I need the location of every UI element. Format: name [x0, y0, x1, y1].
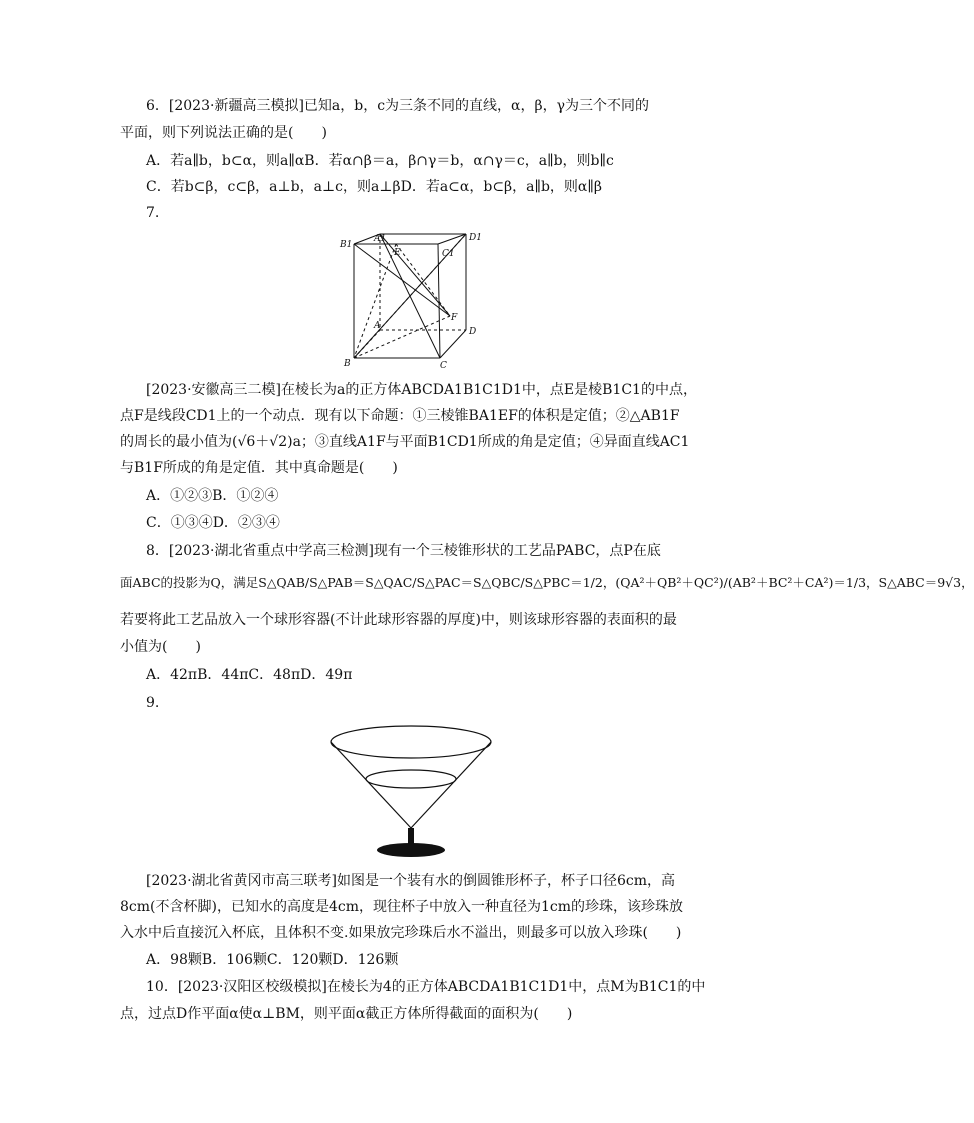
q10-line2: 点，过点D作平面α使α⊥BM，则平面α截正方体所得截面的面积为( )	[120, 1006, 573, 1022]
q7-line2: 点F是线段CD1上的一个动点．现有以下命题：①三棱锥BA1EF的体积是定值；②△AB1F	[120, 408, 680, 424]
label-c: C	[440, 361, 447, 371]
label-c1: C1	[442, 249, 455, 259]
q9-line2: 8cm(不含杯脚)，已知水的高度是4cm，现往杯子中放入一种直径为1cm的珍珠，该珍珠放	[120, 899, 683, 915]
q8-line3: 若要将此工艺品放入一个球形容器(不计此球形容器的厚度)中，则该球形容器的表面积的最	[120, 612, 677, 628]
q7-options-ab: A．①②③B．①②④	[146, 488, 279, 504]
q6-options-cd: C．若b⊂β，c⊂β，a⊥b，a⊥c，则a⊥βD．若a⊂α，b⊂β，a∥b，则α∥β	[146, 179, 602, 195]
q8-line4: 小值为( )	[120, 639, 201, 655]
q10-line1: 10．[2023·汉阳区校级模拟]在棱长为4的正方体ABCDA1B1C1D1中，点M为B1C1的中	[146, 979, 706, 995]
q9-line1: [2023·湖北省黄冈市高三联考]如图是一个装有水的倒圆锥形杯子，杯子口径6cm，高	[146, 873, 676, 889]
q6-line1: 6．[2023·新疆高三模拟]已知a，b，c为三条不同的直线，α，β，γ为三个不同的	[146, 98, 649, 114]
q7-line1: [2023·安徽高三二模]在棱长为a的正方体ABCDA1B1C1D1中，点E是棱B1C1的中点，	[146, 382, 697, 398]
cube-figure	[338, 230, 490, 370]
q6-line2: 平面，则下列说法正确的是( )	[120, 125, 327, 141]
label-e: E	[394, 248, 401, 258]
q7-options-cd: C．①③④D．②③④	[146, 515, 280, 531]
label-d: D	[469, 327, 477, 337]
q7-line3: 的周长的最小值为(√6＋√2)a；③直线A1F与平面B1CD1所成的角是定值；④异面直线AC1	[120, 434, 690, 450]
label-b1: B1	[340, 240, 353, 250]
q8-line1: 8．[2023·湖北省重点中学高三检测]现有一个三棱锥形状的工艺品PABC，点P在底	[146, 543, 661, 559]
q7-line4: 与B1F所成的角是定值．其中真命题是( )	[120, 460, 398, 476]
cone-cup-figure	[326, 722, 496, 862]
label-d1: D1	[469, 233, 482, 243]
label-b: B	[344, 359, 351, 369]
label-a: A	[374, 321, 381, 331]
q9-line3: 入水中后直接沉入杯底，且体积不变.如果放完珍珠后水不溢出，则最多可以放入珍珠( )	[120, 925, 682, 941]
q6-options-ab: A．若a∥b，b⊂α，则a∥αB．若α∩β＝a，β∩γ＝b，α∩γ＝c，a∥b，则b∥c	[146, 153, 614, 169]
q8-options: A．42πB．44πC．48πD．49π	[146, 667, 353, 683]
label-a1: A1	[374, 234, 387, 244]
q7-number: 7.	[146, 205, 160, 221]
q9-number: 9.	[146, 695, 160, 711]
label-f: F	[451, 313, 458, 323]
q9-options: A．98颗B．106颗C．120颗D．126颗	[146, 952, 399, 968]
q8-line2: 面ABC的投影为Q，满足S△QAB/S△PAB＝S△QAC/S△PAC＝S△QBC/S△PBC＝1/2，(QA²＋QB²＋QC²)/(AB²＋BC²＋CA²)＝1/3，S△ABC＝9√3，	[120, 575, 974, 590]
